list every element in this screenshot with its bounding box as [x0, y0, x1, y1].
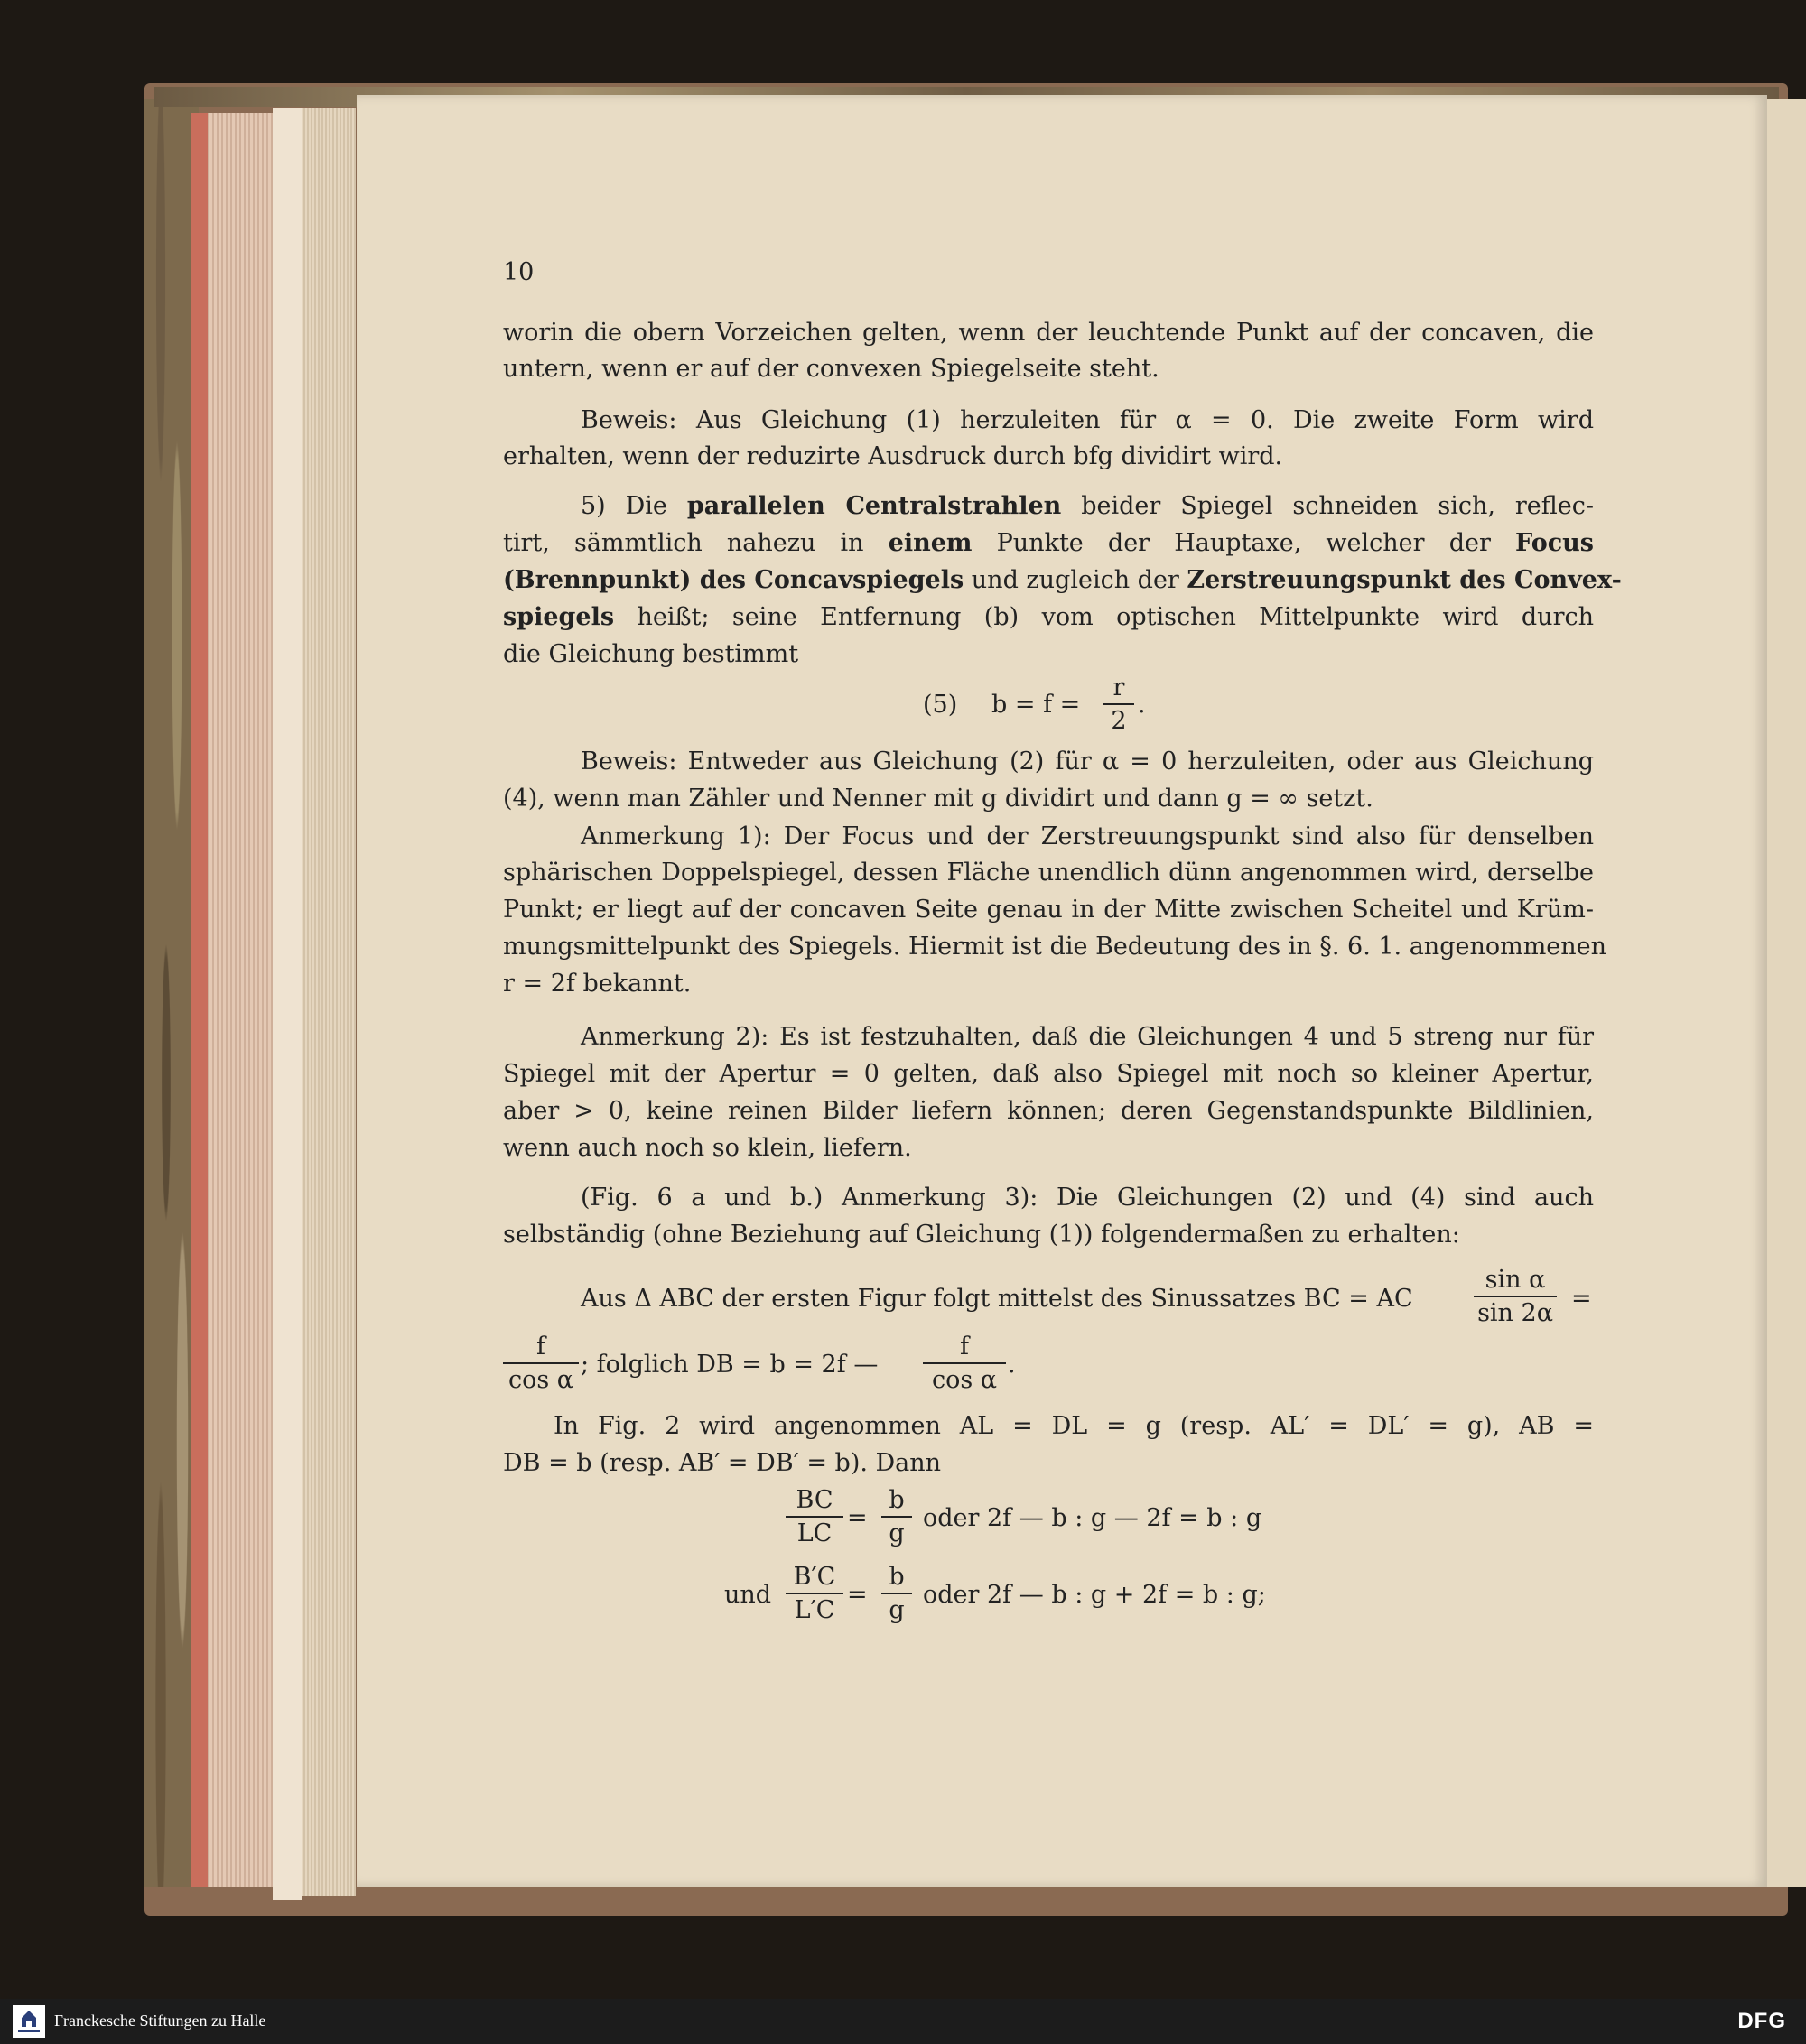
eqbc-den-2: g: [889, 1519, 905, 1547]
l8-bold: spiegels: [503, 603, 615, 631]
red-page-edge: [191, 113, 208, 1887]
viewer-footer: [0, 1999, 1806, 2044]
text-line-24: DB = b (resp. AB′ = DB′ = b). Dann: [503, 1449, 942, 1477]
text-line-16: r = 2f bekannt.: [503, 970, 692, 998]
eqbc-den-1: LC: [796, 1519, 833, 1547]
p5-post: beider Spiegel schneiden sich, reflec-: [1061, 492, 1595, 520]
eqbc-num-1: BC: [786, 1488, 843, 1518]
l7-mid: und zugleich der: [964, 566, 1187, 594]
eqf-den-1: cos α: [507, 1366, 574, 1394]
eqf-den-2: cos α: [931, 1366, 998, 1394]
text-line-21: (Fig. 6 a und b.) Anmerkung 3): Die Gleichungen (2) und (4) sind auch: [581, 1184, 1594, 1212]
text-line-13: sphärischen Doppelspiegel, dessen Fläche unendlich dünn angenommen wird, derselbe: [503, 859, 1594, 887]
eqbc-fraction-1: [786, 1488, 843, 1546]
page-edges-stack: [302, 108, 356, 1896]
eqbpc-fraction-2: [881, 1565, 912, 1622]
l6-pre: tirt, sämmtlich nahezu in: [503, 529, 889, 557]
eqf-end: .: [1008, 1351, 1016, 1379]
eqbpc-rest: oder 2f — b : g + 2f = b : g;: [923, 1581, 1266, 1609]
eq5-num: r: [1103, 675, 1134, 705]
eq-abc-num: sin α: [1474, 1268, 1557, 1297]
eqf-mid: ; folglich DB = b = 2f —: [581, 1351, 879, 1379]
text-line-3: Beweis: Aus Gleichung (1) herzuleiten für α = 0. Die zweite Form wird: [581, 406, 1594, 434]
text-line-9: die Gleichung bestimmt: [503, 640, 799, 668]
text-line-18: Spiegel mit der Apertur = 0 gelten, daß also Spiegel mit noch so kleiner Apertur,: [503, 1060, 1594, 1088]
text-line-8: [503, 605, 1594, 629]
text-line-23: In Fig. 2 wird angenommen AL = DL = g (resp. AL′ = DL′ = g), AB =: [554, 1412, 1594, 1440]
eqbpc-num-2: b: [881, 1565, 912, 1594]
page-number: 10: [503, 258, 535, 286]
eqbpc-den-1: L′C: [794, 1596, 835, 1624]
text-line-22: selbständig (ohne Beziehung auf Gleichung (1)) folgendermaßen zu erhalten:: [503, 1221, 1460, 1249]
l7-bold-2: Zerstreuungspunkt des Convex-: [1187, 566, 1622, 594]
text-line-20: wenn auch noch so klein, liefern.: [503, 1134, 912, 1162]
eqbpc-fraction-1: [786, 1565, 843, 1622]
eq-abc-text: Aus Δ ABC der ersten Figur folgt mittelst des Sinussatzes BC = AC: [581, 1285, 1413, 1313]
eqbpc-num-1: B′C: [786, 1565, 843, 1594]
page-edges-light: [273, 108, 302, 1900]
text-line-5: [581, 494, 1594, 518]
text-line-7: [503, 566, 1622, 594]
eqbpc-equals: =: [847, 1581, 868, 1609]
eq-abc-den: sin 2α: [1477, 1299, 1553, 1327]
eqbc-equals: =: [847, 1504, 868, 1532]
eq5-den: 2: [1111, 707, 1127, 735]
text-line-12: Anmerkung 1): Der Focus und der Zerstreuungspunkt sind also für denselben: [581, 822, 1594, 850]
p5-bold: parallelen Centralstrahlen: [686, 492, 1062, 520]
eqf-fraction-1: [503, 1334, 579, 1392]
eqf-fraction-2: [923, 1334, 1006, 1392]
right-page-edge: [1761, 99, 1806, 1887]
text-line-4: erhalten, wenn der reduzirte Ausdruck durch bfg dividirt wird.: [503, 442, 1283, 470]
l6-mid: Punkte der Hauptaxe, welcher der: [972, 529, 1516, 557]
eq5-label: (5): [923, 691, 958, 719]
eqbc-fraction-2: [881, 1488, 912, 1546]
eqbpc-den-2: g: [889, 1596, 905, 1624]
p5-pre: 5) Die: [581, 492, 687, 520]
eqbc-rest: oder 2f — b : g — 2f = b : g: [923, 1504, 1262, 1532]
eq5-end: .: [1138, 691, 1146, 719]
eqbc-num-2: b: [881, 1488, 912, 1518]
institution-name[interactable]: Franckesche Stiftungen zu Halle: [54, 2011, 266, 2030]
l8-post: heißt; seine Entfernung (b) vom optischen Mittelpunkte wird durch: [614, 603, 1594, 631]
text-line-1: worin die obern Vorzeichen gelten, wenn der leuchtende Punkt auf der concaven, die: [503, 319, 1594, 347]
text-line-6: [503, 531, 1594, 555]
text-line-15: mungsmittelpunkt des Spiegels. Hiermit ist die Bedeutung des in §. 6. 1. angenommenen: [503, 933, 1607, 961]
text-line-14: Punkt; er liegt auf der concaven Seite genau in der Mitte zwischen Scheitel und Krüm-: [503, 896, 1594, 924]
franckesche-stiftungen-logo-icon[interactable]: [13, 2005, 45, 2038]
dfg-logo[interactable]: DFG: [1737, 2009, 1786, 2033]
l7-bold-1: (Brennpunkt) des Concavspiegels: [503, 566, 964, 594]
l6-bold-1: einem: [888, 529, 973, 557]
text-line-10: Beweis: Entweder aus Gleichung (2) für α = 0 herzuleiten, oder aus Gleichung: [581, 748, 1594, 776]
eqbpc-und: und: [724, 1581, 772, 1609]
eqf-num-2: f: [923, 1334, 1006, 1364]
l6-bold-2: Focus: [1515, 529, 1594, 557]
text-line-2: untern, wenn er auf der convexen Spiegelseite steht.: [503, 355, 1159, 383]
text-line-17: Anmerkung 2): Es ist festzuhalten, daß die Gleichungen 4 und 5 streng nur für: [581, 1023, 1594, 1051]
marbled-spine: [144, 99, 199, 1887]
text-line-11: (4), wenn man Zähler und Nenner mit g dividirt und dann g = ∞ setzt.: [503, 785, 1373, 813]
eq5-fraction: [1103, 675, 1134, 733]
text-line-19: aber > 0, keine reinen Bilder liefern können; deren Gegenstandspunkte Bildlinien,: [503, 1097, 1594, 1125]
eq-abc-equals: =: [1571, 1285, 1592, 1313]
eq5-lhs: b = f =: [991, 691, 1081, 719]
eqf-num-1: f: [503, 1334, 579, 1364]
eq-abc-fraction: [1474, 1268, 1557, 1325]
